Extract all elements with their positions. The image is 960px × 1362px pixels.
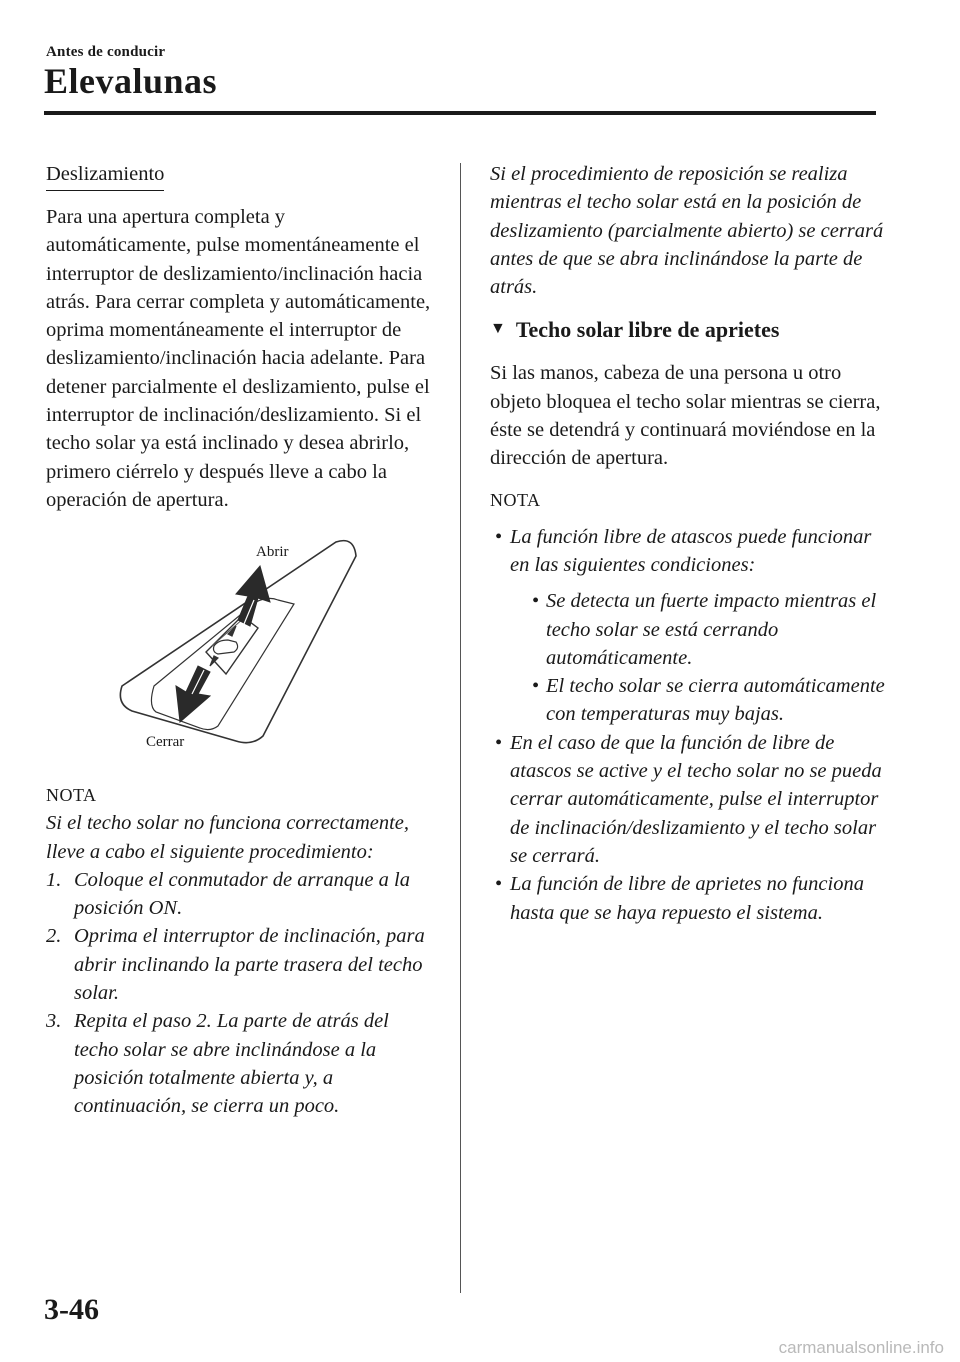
sub-bullets (510, 587, 890, 728)
bullet-text: La función libre de atascos puede funcionar en las siguientes condiciones: (510, 525, 872, 576)
step-number: 2. (46, 925, 62, 948)
switch-panel-icon (118, 536, 378, 751)
bullet-icon: • (495, 525, 503, 548)
header-divider (44, 111, 876, 115)
section-heading (490, 315, 890, 345)
bullet-icon: • (495, 873, 503, 896)
section-heading-text: Techo solar libre de aprietes (515, 317, 780, 343)
triangle-marker-icon: ▼ (490, 320, 506, 338)
step-number: 1. (46, 868, 62, 891)
label-open: Abrir (256, 544, 289, 561)
list-item (490, 729, 890, 870)
left-column (46, 160, 434, 1121)
list-item (46, 922, 434, 1007)
list-item (46, 1007, 434, 1120)
section-label: Antes de conducir (46, 44, 166, 60)
bullet-text: En el caso de que la función de libre de atascos se active y el techo solar no se pueda cerrar automáticamente, pulse el interruptor de inclinación/deslizamiento y el techo solar se cerrará. (510, 731, 882, 867)
section-paragraph: Si las manos, cabeza de una persona u otro objeto bloquea el techo solar mientras se cierra, éste se detendrá y continuará moviéndose en la dirección de apertura. (490, 362, 881, 470)
subsection-heading: Deslizamiento (46, 160, 164, 191)
bullet-icon: • (532, 675, 540, 698)
list-item (490, 870, 890, 927)
arrow-down-icon (176, 666, 210, 722)
step-text: Repita el paso 2. La parte de atrás del techo solar se abre inclinándose a la posición totalmente abierta y, a continuación, se cierra un poco. (74, 1010, 389, 1118)
step-text: Oprima el interruptor de inclinación, para abrir inclinando la parte trasera del techo solar. (74, 925, 425, 1005)
list-item (490, 523, 890, 729)
intro-paragraph: Para una apertura completa y automáticamente, pulse momentáneamente el interruptor de deslizamiento/inclinación hacia atrás. Para cerrar completa y automáticamente, oprima momentáneamente el interruptor de deslizamiento/inclinación hacia adelante. Para detener parcialmente el deslizamiento, pulse el interruptor de inclinación/deslizamiento. Si el techo solar ya está inclinado y desea abrirlo, primero ciérrelo y después lleve a cabo la operación de apertura. (46, 206, 431, 511)
switch-figure (118, 536, 378, 751)
watermark: carmanualsonline.info (778, 1338, 944, 1357)
bullet-icon: • (532, 590, 540, 613)
note-label: NOTA (46, 785, 97, 806)
procedure-steps (46, 866, 434, 1121)
bullet-text: La función de libre de aprietes no funciona hasta que se haya repuesto el sistema. (510, 873, 864, 924)
label-close: Cerrar (146, 734, 185, 751)
note-label: NOTA (490, 489, 541, 510)
note-text: Si el techo solar no funciona correctamente, lleve a cabo el siguiente procedimiento: (46, 812, 410, 863)
page-number: 3-46 (44, 1293, 99, 1326)
bullet-icon: • (495, 731, 503, 754)
page-title: Elevalunas (44, 61, 218, 101)
step-text: Coloque el conmutador de arranque a la posición ON. (74, 868, 410, 920)
list-item (528, 672, 890, 729)
step-number: 3. (46, 1010, 62, 1033)
right-column (490, 160, 890, 927)
sub-bullet-text: Se detecta un fuerte impacto mientras el techo solar se está cerrando automáticamente. (546, 590, 877, 669)
arrow-up-icon (236, 566, 270, 626)
continuation-text: Si el procedimiento de reposición se realiza mientras el techo solar está en la posición de deslizamiento (parcialmente abierto) se cerrará antes de que se abra inclinándose la parte de atrás. (490, 163, 884, 299)
list-item (46, 866, 434, 923)
column-divider (460, 163, 461, 1293)
note-bullets (490, 523, 890, 927)
sub-bullet-text: El techo solar se cierra automáticamente con temperaturas muy bajas. (546, 675, 885, 726)
list-item (528, 587, 890, 672)
